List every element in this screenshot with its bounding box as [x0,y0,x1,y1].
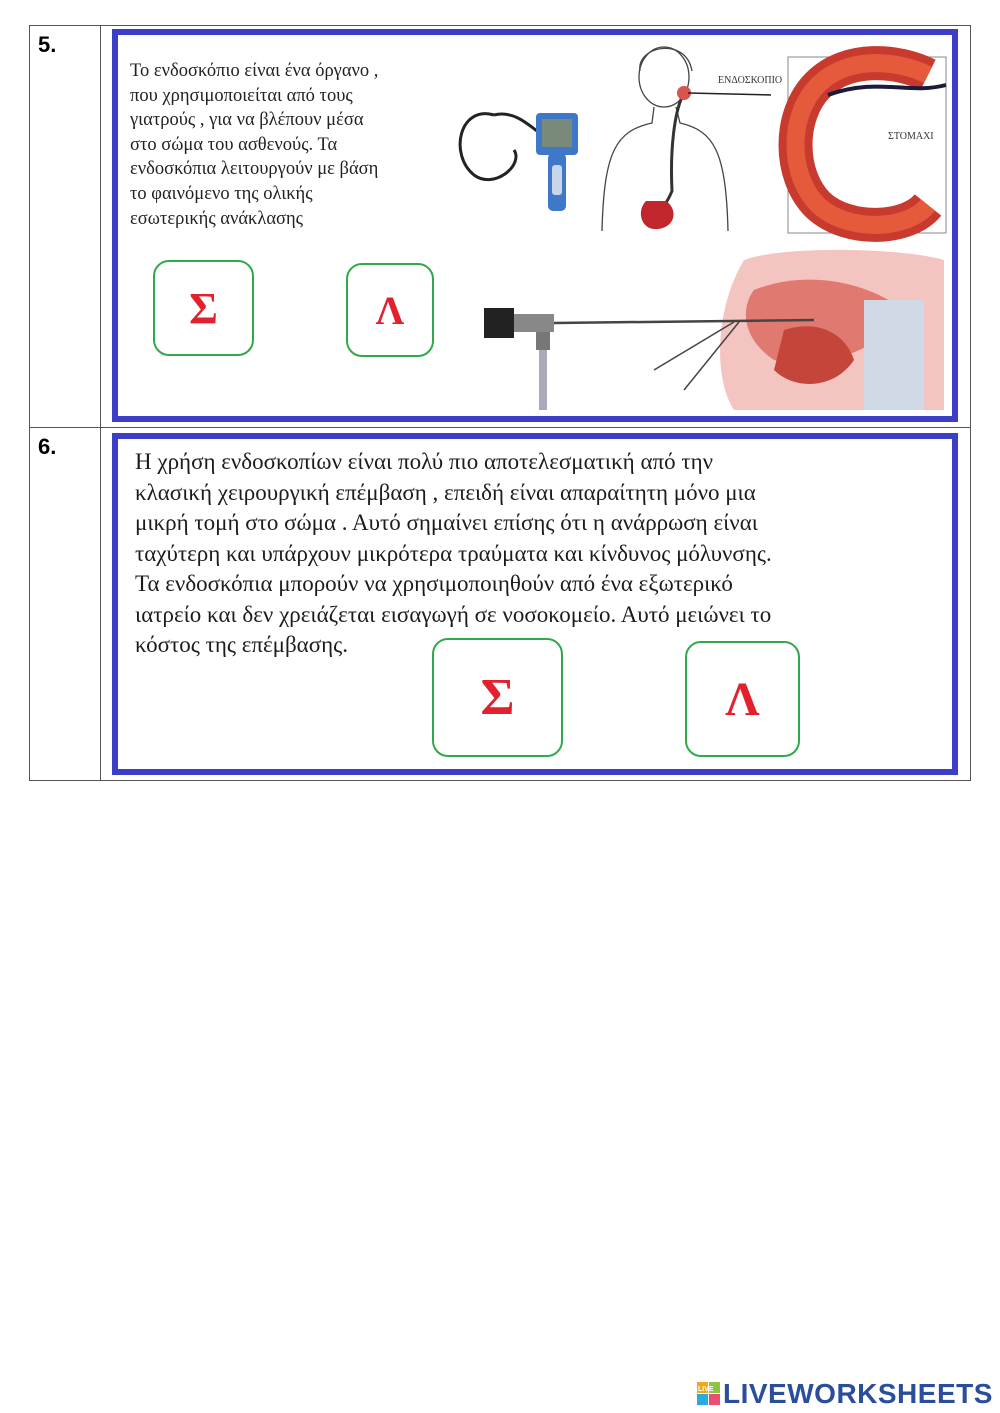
nasal-endoscope-image [484,250,954,410]
q5-line: εσωτερικής ανάκλασης [130,208,303,229]
question-5-row [29,25,971,428]
question-5-text [130,59,460,231]
worksheet-table [29,25,971,781]
question-5-frame [112,29,958,422]
question-5-number: 5. [30,26,101,427]
q6-line: μικρή τομή στο σώμα . Αυτό σημαίνει επίσης ότι η ανάρρωση είναι [135,510,758,535]
q6-line: κόστος της επέμβασης. [135,632,349,657]
liveworksheets-badge-icon [697,1382,721,1406]
question-6-true-button[interactable]: Σ [432,638,563,757]
q5-line: Το ενδοσκόπιο είναι ένα όργανο , [130,61,379,81]
question-6-frame [112,433,958,775]
q6-line: Τα ενδοσκόπια μπορούν να χρησιμοποιηθούν από ένα εξωτερικό [135,571,733,596]
question-6-row [29,428,971,781]
q5-line: που χρησιμοποιείται από τους [130,85,353,106]
q6-line: ιατρείο και δεν χρειάζεται εισαγωγή σε νοσοκομείο. Αυτό μειώνει το [135,601,772,627]
logo-badge-text: LIVE [698,1386,714,1393]
handheld-endoscope-image [454,95,584,225]
q5-line: το φαινόμενο της ολικής [130,183,313,204]
liveworksheets-logo [697,1378,993,1410]
human-body-image [596,41,776,231]
q6-line: ταχύτερη και υπάρχουν μικρότερα τραύματα και κίνδυνος μόλυνσης. [135,540,772,566]
question-6-false-button[interactable]: Λ [685,641,800,757]
q5-line: ενδοσκόπια λειτουργούν με βάση [130,159,379,180]
q5-line: γιατρούς , για να βλέπουν μέσα [130,110,364,131]
endoscope-label: ΕΝΔΟΣΚΟΠΙΟ [718,75,783,86]
question-6-text [135,447,955,661]
question-5-false-button[interactable]: Λ [346,263,434,357]
q6-line: Η χρήση ενδοσκοπίων είναι πολύ πιο αποτελεσματική από την [135,449,714,474]
stomach-image [718,55,950,235]
q6-line: κλασική χειρουργική επέμβαση , επειδή είναι απαραίτητη μόνο μια [135,479,756,505]
question-6-number: 6. [30,428,101,780]
brand-name: LIVEWORKSHEETS [723,1378,993,1409]
stomach-label: ΣΤΟΜΑΧΙ [888,131,934,142]
question-5-true-button[interactable]: Σ [153,260,254,356]
q5-line: στο σώμα του ασθενούς. Τα [130,134,338,155]
